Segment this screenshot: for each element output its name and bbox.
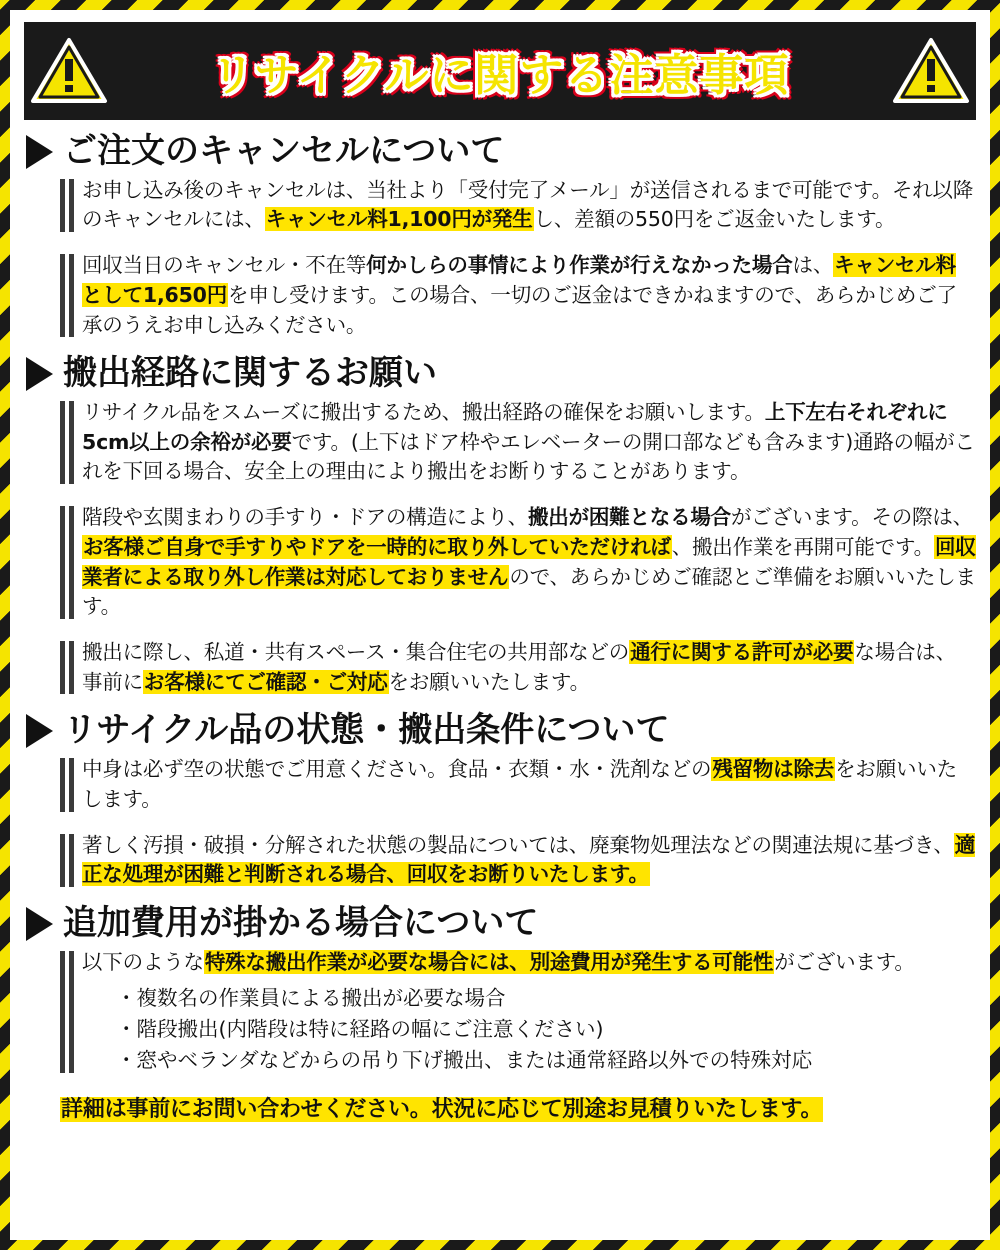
text-run: 中身は必ず空の状態でご用意ください。食品・衣類・水・洗剤などの xyxy=(82,757,712,782)
note-paragraph xyxy=(60,831,976,890)
note-paragraph xyxy=(60,948,976,1076)
bold-text: 搬出が困難となる場合 xyxy=(527,505,731,530)
note-paragraph xyxy=(60,251,976,340)
text-run: は、 xyxy=(792,253,834,278)
highlighted-text: 適正な処理が困難と判断される場合、回収をお断りいたします。 xyxy=(82,832,975,887)
closing-note-text: 詳細は事前にお問い合わせください。状況に応じて別途お見積りいたします。 xyxy=(61,1096,823,1122)
section-heading xyxy=(26,353,976,394)
highlighted-text: お客様ご自身で手すりやドアを一時的に取り外していただければ xyxy=(83,534,671,559)
text-run: ので、あらかじめご確認とご準備をお願いいたします。 xyxy=(82,564,976,619)
highlighted-text: キャンセル料1,100円が発生 xyxy=(265,207,533,232)
highlighted-text: 特殊な搬出作業が必要な場合には、別途費用が発生する可能性 xyxy=(204,949,774,974)
text-run: がございます。 xyxy=(730,505,872,530)
bold-text: 何かしらの事情により作業が行えなかった場合 xyxy=(366,253,793,278)
text-run: 搬出に際し、私道・共有スペース・集合住宅の共用部などの xyxy=(82,640,630,664)
text-run: し、差額の550円をご返金 xyxy=(533,207,776,232)
bullet-list xyxy=(82,983,976,1075)
note-paragraph xyxy=(60,638,976,697)
highlighted-text: お客様にてご確認・ご対応 xyxy=(143,669,388,694)
highlighted-text: 回収業者による取り外し作業は対応しておりません xyxy=(82,534,976,589)
highlighted-text: 残留物は除去 xyxy=(712,757,835,782)
warning-triangle-icon xyxy=(892,37,970,105)
note-paragraph xyxy=(60,398,976,487)
closing-note xyxy=(60,1092,976,1123)
text-run: な場合は、事前に xyxy=(82,640,956,694)
text-run: 著しく汚損・破損・分解された状態の製品については、廃棄物処理法などの関連法規に基づき、 xyxy=(82,832,954,857)
section-heading xyxy=(26,710,976,751)
section-heading xyxy=(26,903,976,943)
note-paragraph xyxy=(60,503,976,622)
text-run: 階段や玄関まわりの手すり・ドアの構造により、 xyxy=(82,505,528,530)
text-run: 回収当日のキャンセル・不在等 xyxy=(82,253,367,278)
page-title: リサイクルに関する注意事項 xyxy=(210,50,790,101)
text-run: をお願いいたします。 xyxy=(388,669,590,694)
section-heading-label: 追加費用が掛かる場合について xyxy=(63,903,539,943)
play-triangle-icon xyxy=(26,135,53,169)
section-heading-label: 搬出経路に関するお願い xyxy=(63,353,437,394)
list-item: ・複数名の作業員による搬出が必要な場合 xyxy=(116,986,506,1011)
title-banner xyxy=(24,22,976,120)
text-run: リサイクル品をスムーズに搬出するため、搬出経路の確保をお願いします。 xyxy=(82,399,765,424)
section xyxy=(24,353,976,697)
play-triangle-icon xyxy=(26,714,53,748)
list-item: ・窓やベランダなどからの吊り下げ搬出、または通常経路以外での特殊対応 xyxy=(116,1047,813,1072)
highlighted-text: 通行に関する許可が必要 xyxy=(630,640,854,664)
sections-container xyxy=(24,131,976,1123)
text-run: なども含みます)通路の幅がこれを下回る場合、安全上の理由により搬出をお断りすることがあります。 xyxy=(82,429,975,484)
text-run: 以下のような xyxy=(82,949,204,974)
list-item: ・階段搬出(内階段は特に経路の幅にご注意ください) xyxy=(116,1017,604,1042)
note-paragraph xyxy=(60,755,976,814)
text-run: をお願いいたします。 xyxy=(82,757,957,811)
play-triangle-icon xyxy=(26,357,53,391)
text-run: ので、あらかじめご了承のうえお申し込みください。 xyxy=(82,282,957,337)
text-run: を申し受けます。この場合、一切のご返金はできかねます xyxy=(228,282,755,307)
section-heading-label: ご注文のキャンセルについて xyxy=(63,131,505,171)
text-run: がございます。 xyxy=(774,949,915,974)
section-heading-label: リサイクル品の状態・搬出条件について xyxy=(63,710,670,751)
warning-triangle-icon xyxy=(30,37,108,105)
text-run: その際は、 xyxy=(871,505,973,530)
section xyxy=(24,710,976,890)
text-run: それ以降のキャンセルには、 xyxy=(82,177,974,232)
section xyxy=(24,903,976,1123)
play-triangle-icon xyxy=(26,907,53,941)
bold-text: 上下左右それぞれに5cm以上の余裕が必要 xyxy=(82,399,948,454)
poster-inner xyxy=(10,10,990,1240)
section-heading xyxy=(26,131,976,171)
note-paragraph xyxy=(60,176,976,235)
highlighted-text: キャンセル料として1,650円 xyxy=(82,253,956,307)
text-run: 、搬出作業を再開可能です。 xyxy=(671,534,934,559)
section xyxy=(24,131,976,340)
text-run: です。(上下はドア枠やエレベーターの開口部 xyxy=(291,429,704,454)
text-run: いたします。 xyxy=(775,207,896,232)
text-run: お申し込み後のキャンセルは、当社より「受付完了メール」が送信されるまで可能です。 xyxy=(82,177,892,202)
